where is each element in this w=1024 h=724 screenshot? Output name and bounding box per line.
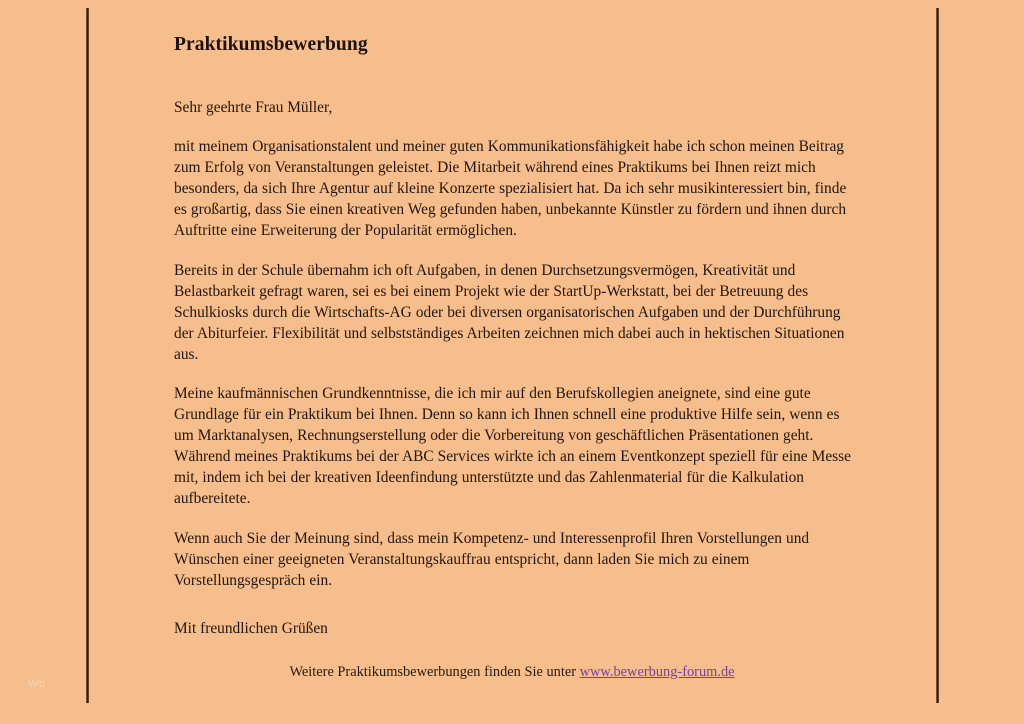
footer bbox=[0, 663, 1024, 682]
closing-line: Mit freundlichen Grüßen bbox=[174, 619, 328, 637]
footer-link[interactable]: www.bewerbung-forum.de bbox=[579, 664, 735, 680]
paragraph-1: mit meinem Organisationstalent und meiner guten Kommunikationsfähigkeit habe ich schon meinen Beitrag zum Erfolg von Veranstaltungen geleistet. Die Mitarbeit während eines Praktikums bei Ihnen reizt mich besonders, da sich Ihre Agentur auf kleine Konzerte spezialisiert hat. Da ich sehr musikinteressiert bin, finde es großartig, dass Sie einen kreativen Weg gefunden haben, unbekannte Künstler zu fördern und ihnen durch Auftritte eine Erweiterung der Popularität ermöglichen. bbox=[174, 138, 847, 240]
paragraph-2: Bereits in der Schule übernahm ich oft Aufgaben, in denen Durchsetzungsvermögen, Kreativität und Belastbarkeit gefragt waren, sei es bei einem Projekt wie der StartUp-Werkstatt, bei der Betreuung des Schulkiosks durch die Wirtschafts-AG oder bei diversen organisatorischen Aufgaben und der Durchführung der Abiturfeier. Flexibilität und selbstständiges Arbeiten zeichnen mich dabei auch in hektischen Situationen aus. bbox=[174, 261, 845, 363]
watermark: Wb bbox=[28, 678, 46, 690]
page-title: Praktikumsbewerbung bbox=[174, 34, 368, 55]
footer-text: Weitere Praktikumsbewerbungen finden Sie unter bbox=[289, 664, 580, 680]
salutation: Sehr geehrte Frau Müller, bbox=[174, 99, 333, 117]
right-margin-rule bbox=[936, 8, 939, 703]
paragraph-3: Meine kaufmännischen Grundkenntnisse, die ich mir auf den Berufskollegien aneignete, sind eine gute Grundlage für ein Praktikum bei Ihnen. Denn so kann ich Ihnen schnell eine produktive Hilfe sein, wenn es um Marktanalysen, Rechnungserstellung oder die Vorbereitung von geschäftlichen Präsentationen geht. Während meines Praktikums bei der ABC Services wirkte ich an einem Eventkonzept speziell für eine Messe mit, indem ich bei der kreativen Ideenfindung unterstützte und das Zahlenmaterial für die Kalkulation aufbereitete. bbox=[174, 385, 851, 507]
letter-body bbox=[174, 0, 856, 724]
paragraph-4: Wenn auch Sie der Meinung sind, dass mein Kompetenz- und Interessenprofil Ihren Vorstellungen und Wünschen einer geeigneten Veranstaltungskauffrau entspricht, dann laden Sie mich zu einem Vorstellungsgespräch ein. bbox=[174, 529, 810, 589]
left-margin-rule bbox=[86, 8, 89, 703]
